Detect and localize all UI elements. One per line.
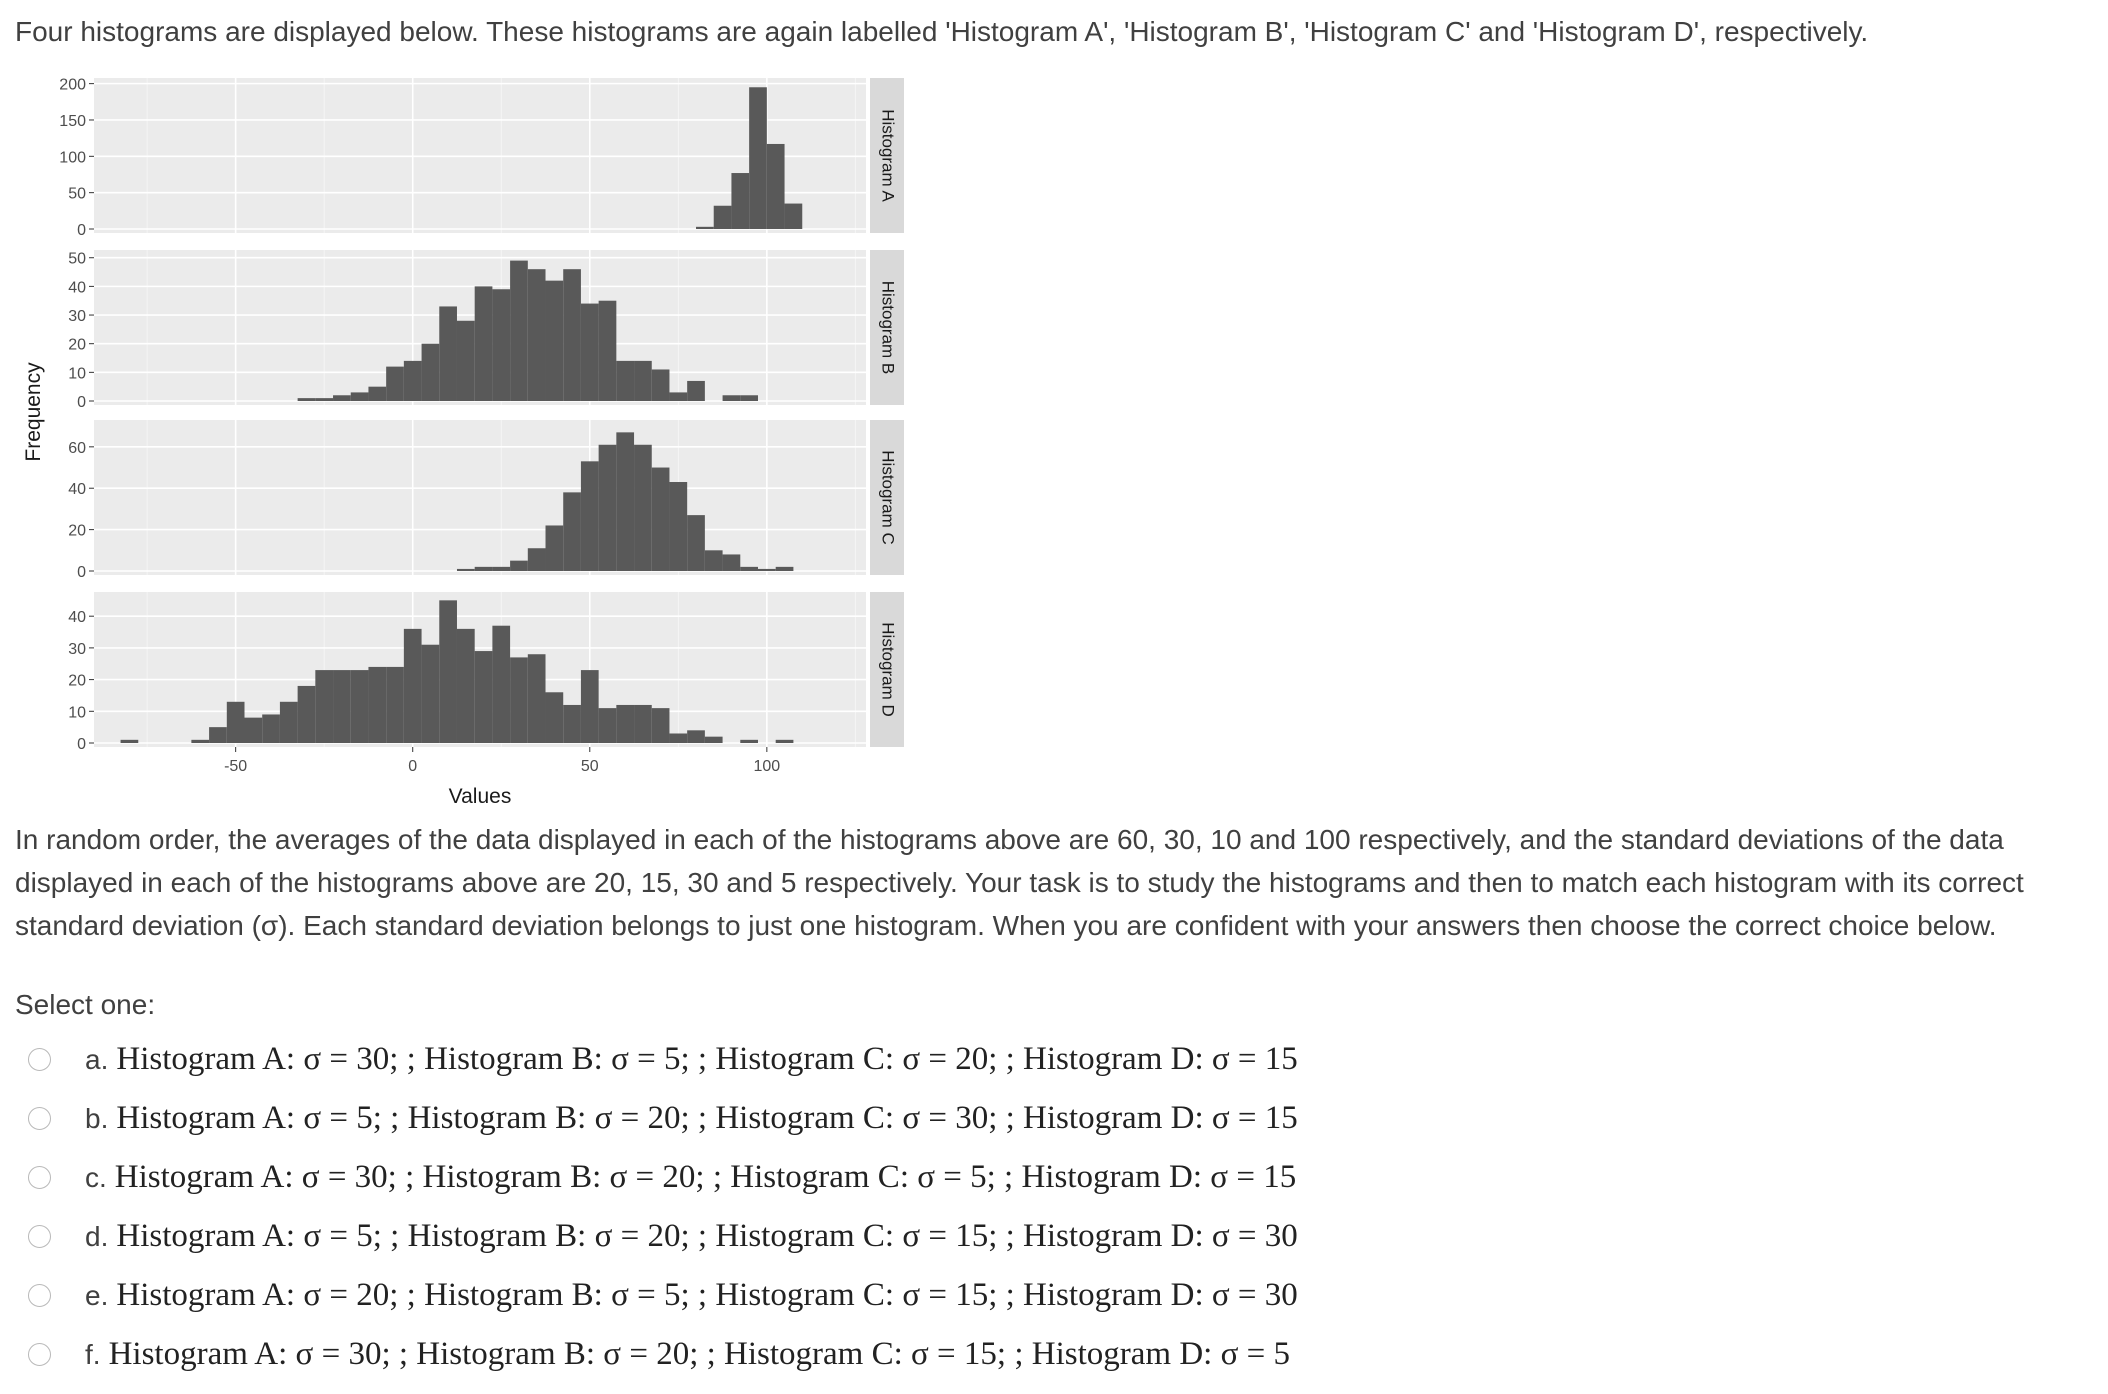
x-tick-label: 0 [408,758,418,775]
histogram-bar [634,705,652,743]
option-text: Histogram A: σ = 30; ; Histogram B: σ = 20; ; Histogram C: σ = 5; ; Histogram D: σ = 15 [114,1159,1297,1195]
histogram-bar [749,87,767,229]
histogram-bar [634,445,652,571]
x-tick-label: -50 [224,758,248,775]
histogram-bar [669,733,687,743]
histogram-bar [723,554,741,571]
histogram-bar [368,667,386,743]
option-letter: f. [85,1338,101,1370]
option-f[interactable] [20,1325,2080,1384]
histogram-bar [687,730,705,743]
histogram-bar [315,398,333,401]
histogram-bar [652,708,670,743]
histogram-bar [528,654,546,743]
radio-button[interactable] [28,1048,51,1071]
histogram-bar [758,569,776,571]
histogram-bar [776,740,794,743]
histogram-bar [581,670,599,743]
option-a[interactable] [20,1030,2080,1089]
histogram-bar [457,321,475,401]
option-letter: a. [85,1043,109,1075]
histogram-bar [563,492,581,571]
y-tick-label: 200 [59,76,86,94]
y-tick-label: 150 [59,112,86,130]
histogram-bar [404,629,422,743]
y-tick-label: 30 [68,308,86,326]
histogram-bar [492,289,510,401]
histogram-bar [599,708,617,743]
histogram-bar [245,718,263,743]
histogram-bar [563,269,581,401]
histogram-bar [386,367,404,401]
histogram-bar [776,567,794,571]
y-tick-label: 10 [68,704,86,722]
histogram-bar [298,398,316,401]
histogram-bar [422,645,440,743]
histogram-bar [475,651,493,743]
option-text: Histogram A: σ = 30; ; Histogram B: σ = 20; ; Histogram C: σ = 15; ; Histogram D: σ = 5 [108,1336,1290,1372]
histogram-bar [705,550,723,571]
option-letter: d. [85,1220,109,1252]
histogram-bar [528,269,546,401]
histogram-bar [333,670,351,743]
histogram-bar [528,548,546,571]
option-letter: e. [85,1279,109,1311]
histogram-bar [368,387,386,401]
histogram-bar [714,206,732,229]
histogram-bar [563,705,581,743]
histogram-bar [669,482,687,571]
histogram-figure [0,62,920,822]
histogram-bar [546,281,564,401]
y-tick-label: 0 [77,564,86,581]
histogram-bar [457,629,475,743]
y-tick-label: 20 [68,522,86,540]
radio-button[interactable] [28,1225,51,1248]
option-c[interactable] [20,1148,2080,1207]
histogram-bar [652,468,670,571]
histogram-bar [705,737,723,743]
intro-text: Four histograms are displayed below. These histograms are again labelled 'Histogram A', 'Histogram B', 'Histogram C' and 'Histogram D', respectively. [15,16,1869,47]
histogram-bar [510,561,528,571]
option-d[interactable] [20,1207,2080,1266]
histogram-bar [439,306,457,401]
x-tick-label: 50 [580,758,599,775]
histogram-bar [731,173,749,229]
select-one-label: Select one: [15,989,156,1020]
y-tick-label: 10 [68,365,86,383]
radio-button[interactable] [28,1166,51,1189]
histogram-bar [457,569,475,571]
option-text: Histogram A: σ = 5; ; Histogram B: σ = 20; ; Histogram C: σ = 30; ; Histogram D: σ = 15 [116,1100,1298,1136]
histogram-bar [404,361,422,401]
y-tick-label: 50 [68,185,86,203]
histogram-bar [315,670,333,743]
radio-button[interactable] [28,1284,51,1307]
option-letter: c. [85,1161,107,1193]
y-tick-label: 40 [68,279,86,297]
radio-button[interactable] [28,1343,51,1366]
histogram-bar [669,392,687,401]
histogram-bar [298,686,316,743]
y-tick-label: 0 [77,736,86,753]
facet-label: Histogram B [878,280,898,375]
histogram-bar [696,227,714,229]
y-tick-label: 50 [68,250,86,268]
histogram-bar [616,705,634,743]
y-tick-label: 0 [77,222,86,239]
question-text: In random order, the averages of the data displayed in each of the histograms above are 60, 30, 10 and 100 respectively, and the standard deviations of the data displayed in each of the histograms above are 20, 15, 30 and 5 respectively. Your task is to study the histograms and then to match each histogram with its correct standard deviation (σ). Each standard deviation belongs to just one histogram. When you are confident with your answers then choose the correct choice below. [15,824,2024,941]
facet-label: Histogram C [878,450,898,545]
option-text: Histogram A: σ = 30; ; Histogram B: σ = 5; ; Histogram C: σ = 20; ; Histogram D: σ = 15 [116,1041,1298,1077]
y-tick-label: 20 [68,672,86,690]
y-tick-label: 20 [68,336,86,354]
histogram-bar [652,369,670,401]
histogram-bar [581,304,599,401]
histogram-bar [740,395,758,401]
histogram-bar [616,361,634,401]
option-e[interactable] [20,1266,2080,1325]
x-axis-title: Values [448,785,512,808]
histogram-bar [439,600,457,743]
histogram-bar [227,702,245,743]
histogram-bar [475,286,493,401]
histogram-bar [687,381,705,401]
panel-background [94,420,866,575]
histogram-bar [510,657,528,743]
histogram-bar [510,261,528,401]
histogram-bar [581,461,599,571]
histogram-bar [599,301,617,401]
histogram-bar [262,714,280,743]
histogram-bar [475,567,493,571]
histogram-bar [121,740,139,743]
histogram-bar [634,361,652,401]
option-text: Histogram A: σ = 20; ; Histogram B: σ = 5; ; Histogram C: σ = 15; ; Histogram D: σ = 30 [116,1277,1298,1313]
histogram-bar [687,515,705,571]
y-tick-label: 0 [77,394,86,411]
option-b[interactable] [20,1089,2080,1148]
histogram-bar [546,692,564,743]
option-text: Histogram A: σ = 5; ; Histogram B: σ = 20; ; Histogram C: σ = 15; ; Histogram D: σ = 30 [116,1218,1298,1254]
histogram-bar [616,432,634,571]
histogram-bar [546,525,564,571]
histogram-bar [599,445,617,571]
histogram-bar [785,204,803,229]
y-tick-label: 40 [68,609,86,627]
y-tick-label: 100 [59,149,86,167]
histogram-bar [492,567,510,571]
answer-options [20,1030,2080,1384]
facet-label: Histogram A [878,109,898,202]
histogram-bar [191,740,209,743]
histogram-bar [422,344,440,401]
histogram-bar [280,702,298,743]
histogram-bar [740,740,758,743]
histogram-bar [333,395,351,401]
y-tick-label: 30 [68,640,86,658]
y-axis-title: Frequency [22,362,45,462]
histogram-bar [492,626,510,743]
histogram-bar [767,144,785,229]
facet-label: Histogram D [878,622,898,717]
y-tick-label: 40 [68,481,86,499]
y-tick-label: 60 [68,439,86,457]
histogram-bar [209,727,227,743]
x-tick-label: 100 [753,758,781,775]
histogram-bar [740,567,758,571]
radio-button[interactable] [28,1107,51,1130]
histogram-bar [351,670,369,743]
histogram-bar [386,667,404,743]
option-letter: b. [85,1102,109,1134]
histogram-bar [351,392,369,401]
histogram-bar [723,395,741,401]
